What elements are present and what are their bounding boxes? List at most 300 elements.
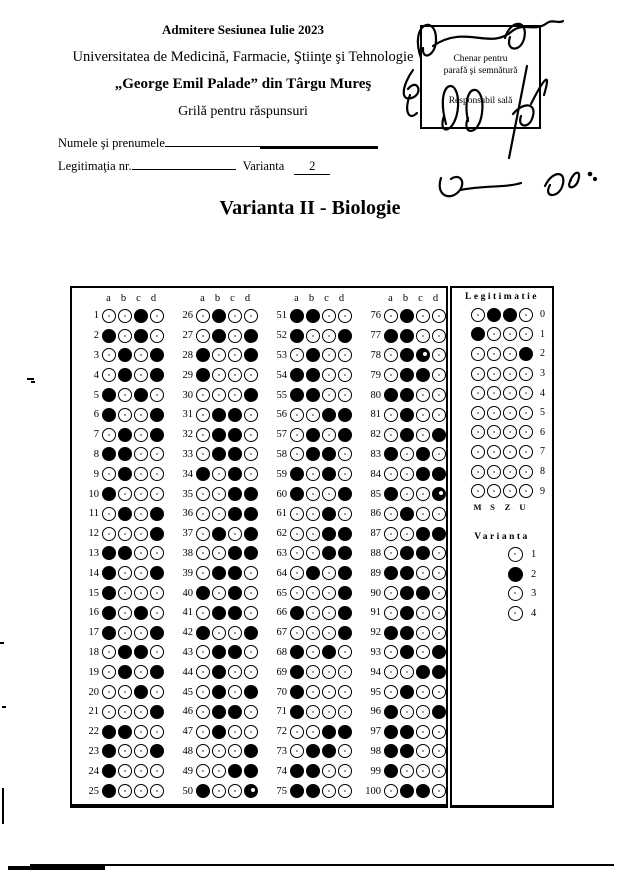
bubble-q35-c[interactable]: [228, 487, 242, 501]
bubble-q37-b[interactable]: [212, 527, 226, 541]
bubble-q65-c[interactable]: [322, 586, 336, 600]
bubble-q61-b[interactable]: [306, 507, 320, 521]
bubble-q84-d[interactable]: [432, 467, 446, 481]
bubble-q64-c[interactable]: [322, 566, 336, 580]
bubble-q66-d[interactable]: [338, 606, 352, 620]
bubble-q26-c[interactable]: [228, 309, 242, 323]
bubble-q22-b[interactable]: [118, 725, 132, 739]
bubble-q64-a[interactable]: [290, 566, 304, 580]
bubble-legit-Z-9[interactable]: [503, 484, 517, 498]
bubble-q44-c[interactable]: [228, 665, 242, 679]
bubble-q31-a[interactable]: [196, 408, 210, 422]
bubble-q44-a[interactable]: [196, 665, 210, 679]
bubble-q96-a[interactable]: [384, 705, 398, 719]
bubble-q16-a[interactable]: [102, 606, 116, 620]
bubble-q32-b[interactable]: [212, 428, 226, 442]
bubble-q9-c[interactable]: [134, 467, 148, 481]
bubble-q48-d[interactable]: [244, 744, 258, 758]
bubble-q41-b[interactable]: [212, 606, 226, 620]
bubble-q78-b[interactable]: [400, 348, 414, 362]
bubble-q39-d[interactable]: [244, 566, 258, 580]
bubble-q38-c[interactable]: [228, 546, 242, 560]
bubble-q84-c[interactable]: [416, 467, 430, 481]
bubble-q25-c[interactable]: [134, 784, 148, 798]
bubble-q58-b[interactable]: [306, 447, 320, 461]
bubble-q29-b[interactable]: [212, 368, 226, 382]
bubble-q89-c[interactable]: [416, 566, 430, 580]
bubble-q3-a[interactable]: [102, 348, 116, 362]
bubble-q55-b[interactable]: [306, 388, 320, 402]
bubble-q16-c[interactable]: [134, 606, 148, 620]
bubble-q17-c[interactable]: [134, 626, 148, 640]
bubble-q66-b[interactable]: [306, 606, 320, 620]
bubble-legit-M-5[interactable]: [471, 406, 485, 420]
bubble-q82-a[interactable]: [384, 428, 398, 442]
bubble-varianta-2[interactable]: [508, 567, 523, 582]
bubble-q25-d[interactable]: [150, 784, 164, 798]
bubble-q94-a[interactable]: [384, 665, 398, 679]
bubble-q92-c[interactable]: [416, 626, 430, 640]
bubble-q87-d[interactable]: [432, 527, 446, 541]
bubble-q14-d[interactable]: [150, 566, 164, 580]
bubble-q95-d[interactable]: [432, 685, 446, 699]
bubble-q5-d[interactable]: [150, 388, 164, 402]
bubble-q88-b[interactable]: [400, 546, 414, 560]
bubble-legit-S-7[interactable]: [487, 445, 501, 459]
bubble-q22-a[interactable]: [102, 725, 116, 739]
bubble-q22-d[interactable]: [150, 725, 164, 739]
bubble-q80-b[interactable]: [400, 388, 414, 402]
bubble-legit-U-5[interactable]: [519, 406, 533, 420]
bubble-q60-a[interactable]: [290, 487, 304, 501]
bubble-q28-b[interactable]: [212, 348, 226, 362]
bubble-q32-a[interactable]: [196, 428, 210, 442]
bubble-q21-c[interactable]: [134, 705, 148, 719]
bubble-q76-c[interactable]: [416, 309, 430, 323]
bubble-q42-c[interactable]: [228, 626, 242, 640]
bubble-q79-b[interactable]: [400, 368, 414, 382]
bubble-q21-a[interactable]: [102, 705, 116, 719]
bubble-legit-U-2[interactable]: [519, 347, 533, 361]
bubble-q35-d[interactable]: [244, 487, 258, 501]
bubble-q76-a[interactable]: [384, 309, 398, 323]
bubble-q50-c[interactable]: [228, 784, 242, 798]
bubble-q87-a[interactable]: [384, 527, 398, 541]
bubble-q80-a[interactable]: [384, 388, 398, 402]
bubble-q83-c[interactable]: [416, 447, 430, 461]
bubble-q79-d[interactable]: [432, 368, 446, 382]
bubble-q98-d[interactable]: [432, 744, 446, 758]
bubble-q49-d[interactable]: [244, 764, 258, 778]
bubble-q75-d[interactable]: [338, 784, 352, 798]
bubble-q24-b[interactable]: [118, 764, 132, 778]
bubble-legit-S-1[interactable]: [487, 327, 501, 341]
bubble-q61-c[interactable]: [322, 507, 336, 521]
bubble-q13-b[interactable]: [118, 546, 132, 560]
bubble-q64-b[interactable]: [306, 566, 320, 580]
bubble-q77-d[interactable]: [432, 329, 446, 343]
bubble-q9-a[interactable]: [102, 467, 116, 481]
bubble-q60-d[interactable]: [338, 487, 352, 501]
bubble-q89-a[interactable]: [384, 566, 398, 580]
bubble-q24-c[interactable]: [134, 764, 148, 778]
bubble-q69-b[interactable]: [306, 665, 320, 679]
bubble-legit-Z-8[interactable]: [503, 465, 517, 479]
bubble-q56-d[interactable]: [338, 408, 352, 422]
bubble-q36-a[interactable]: [196, 507, 210, 521]
bubble-q45-b[interactable]: [212, 685, 226, 699]
bubble-q10-a[interactable]: [102, 487, 116, 501]
bubble-q29-c[interactable]: [228, 368, 242, 382]
bubble-q98-c[interactable]: [416, 744, 430, 758]
bubble-q94-c[interactable]: [416, 665, 430, 679]
bubble-legit-Z-1[interactable]: [503, 327, 517, 341]
bubble-q68-c[interactable]: [322, 645, 336, 659]
bubble-q20-c[interactable]: [134, 685, 148, 699]
bubble-q27-b[interactable]: [212, 329, 226, 343]
bubble-q20-d[interactable]: [150, 685, 164, 699]
bubble-q17-a[interactable]: [102, 626, 116, 640]
bubble-q31-b[interactable]: [212, 408, 226, 422]
bubble-q48-a[interactable]: [196, 744, 210, 758]
bubble-q81-d[interactable]: [432, 408, 446, 422]
bubble-q53-c[interactable]: [322, 348, 336, 362]
bubble-q67-a[interactable]: [290, 626, 304, 640]
bubble-q64-d[interactable]: [338, 566, 352, 580]
bubble-q39-b[interactable]: [212, 566, 226, 580]
bubble-q19-b[interactable]: [118, 665, 132, 679]
bubble-q73-c[interactable]: [322, 744, 336, 758]
bubble-q77-c[interactable]: [416, 329, 430, 343]
bubble-q93-c[interactable]: [416, 645, 430, 659]
bubble-q63-b[interactable]: [306, 546, 320, 560]
bubble-q77-b[interactable]: [400, 329, 414, 343]
bubble-legit-S-8[interactable]: [487, 465, 501, 479]
bubble-q70-d[interactable]: [338, 685, 352, 699]
bubble-legit-S-4[interactable]: [487, 386, 501, 400]
bubble-varianta-1[interactable]: [508, 547, 523, 562]
bubble-q71-b[interactable]: [306, 705, 320, 719]
bubble-q18-c[interactable]: [134, 645, 148, 659]
bubble-q68-d[interactable]: [338, 645, 352, 659]
bubble-q93-b[interactable]: [400, 645, 414, 659]
bubble-q98-b[interactable]: [400, 744, 414, 758]
bubble-q27-d[interactable]: [244, 329, 258, 343]
bubble-q95-b[interactable]: [400, 685, 414, 699]
bubble-q38-d[interactable]: [244, 546, 258, 560]
bubble-q19-c[interactable]: [134, 665, 148, 679]
bubble-q45-c[interactable]: [228, 685, 242, 699]
bubble-q71-a[interactable]: [290, 705, 304, 719]
bubble-q11-b[interactable]: [118, 507, 132, 521]
bubble-q13-d[interactable]: [150, 546, 164, 560]
bubble-q73-a[interactable]: [290, 744, 304, 758]
bubble-q65-b[interactable]: [306, 586, 320, 600]
bubble-q43-d[interactable]: [244, 645, 258, 659]
bubble-q74-b[interactable]: [306, 764, 320, 778]
bubble-q23-b[interactable]: [118, 744, 132, 758]
bubble-q59-b[interactable]: [306, 467, 320, 481]
bubble-q14-b[interactable]: [118, 566, 132, 580]
bubble-q40-b[interactable]: [212, 586, 226, 600]
bubble-q6-b[interactable]: [118, 408, 132, 422]
bubble-q1-b[interactable]: [118, 309, 132, 323]
bubble-q77-a[interactable]: [384, 329, 398, 343]
bubble-q37-a[interactable]: [196, 527, 210, 541]
bubble-q58-c[interactable]: [322, 447, 336, 461]
bubble-q74-d[interactable]: [338, 764, 352, 778]
bubble-q53-a[interactable]: [290, 348, 304, 362]
bubble-q90-a[interactable]: [384, 586, 398, 600]
bubble-q15-d[interactable]: [150, 586, 164, 600]
bubble-q17-b[interactable]: [118, 626, 132, 640]
bubble-q42-d[interactable]: [244, 626, 258, 640]
bubble-q83-d[interactable]: [432, 447, 446, 461]
bubble-q34-c[interactable]: [228, 467, 242, 481]
bubble-q4-b[interactable]: [118, 368, 132, 382]
bubble-q47-d[interactable]: [244, 725, 258, 739]
bubble-q8-a[interactable]: [102, 447, 116, 461]
bubble-q55-a[interactable]: [290, 388, 304, 402]
bubble-q34-b[interactable]: [212, 467, 226, 481]
bubble-q9-b[interactable]: [118, 467, 132, 481]
bubble-q6-c[interactable]: [134, 408, 148, 422]
bubble-q60-c[interactable]: [322, 487, 336, 501]
bubble-q15-b[interactable]: [118, 586, 132, 600]
bubble-q46-d[interactable]: [244, 705, 258, 719]
bubble-q82-c[interactable]: [416, 428, 430, 442]
bubble-q70-b[interactable]: [306, 685, 320, 699]
bubble-q51-c[interactable]: [322, 309, 336, 323]
bubble-q57-c[interactable]: [322, 428, 336, 442]
bubble-q39-c[interactable]: [228, 566, 242, 580]
bubble-legit-Z-5[interactable]: [503, 406, 517, 420]
bubble-q33-b[interactable]: [212, 447, 226, 461]
bubble-q10-c[interactable]: [134, 487, 148, 501]
bubble-q93-a[interactable]: [384, 645, 398, 659]
bubble-q58-d[interactable]: [338, 447, 352, 461]
bubble-q66-a[interactable]: [290, 606, 304, 620]
bubble-q85-c[interactable]: [416, 487, 430, 501]
bubble-q47-a[interactable]: [196, 725, 210, 739]
bubble-q99-b[interactable]: [400, 764, 414, 778]
bubble-q52-b[interactable]: [306, 329, 320, 343]
bubble-q12-c[interactable]: [134, 527, 148, 541]
bubble-q5-c[interactable]: [134, 388, 148, 402]
bubble-q25-b[interactable]: [118, 784, 132, 798]
bubble-q100-c[interactable]: [416, 784, 430, 798]
bubble-q38-b[interactable]: [212, 546, 226, 560]
bubble-q97-a[interactable]: [384, 725, 398, 739]
bubble-q42-a[interactable]: [196, 626, 210, 640]
bubble-q65-d[interactable]: [338, 586, 352, 600]
bubble-q81-c[interactable]: [416, 408, 430, 422]
bubble-q50-b[interactable]: [212, 784, 226, 798]
bubble-q52-d[interactable]: [338, 329, 352, 343]
bubble-q2-d[interactable]: [150, 329, 164, 343]
bubble-q1-d[interactable]: [150, 309, 164, 323]
bubble-q36-c[interactable]: [228, 507, 242, 521]
bubble-legit-U-3[interactable]: [519, 367, 533, 381]
bubble-q35-a[interactable]: [196, 487, 210, 501]
bubble-q16-d[interactable]: [150, 606, 164, 620]
bubble-q3-b[interactable]: [118, 348, 132, 362]
bubble-q23-c[interactable]: [134, 744, 148, 758]
bubble-q97-b[interactable]: [400, 725, 414, 739]
bubble-legit-Z-2[interactable]: [503, 347, 517, 361]
bubble-q59-d[interactable]: [338, 467, 352, 481]
bubble-q90-b[interactable]: [400, 586, 414, 600]
bubble-q92-a[interactable]: [384, 626, 398, 640]
bubble-q56-b[interactable]: [306, 408, 320, 422]
bubble-q60-b[interactable]: [306, 487, 320, 501]
bubble-legit-Z-0[interactable]: [503, 308, 517, 322]
bubble-q88-c[interactable]: [416, 546, 430, 560]
bubble-q84-b[interactable]: [400, 467, 414, 481]
bubble-q22-c[interactable]: [134, 725, 148, 739]
bubble-legit-Z-3[interactable]: [503, 367, 517, 381]
bubble-q71-c[interactable]: [322, 705, 336, 719]
bubble-q10-d[interactable]: [150, 487, 164, 501]
bubble-q1-a[interactable]: [102, 309, 116, 323]
bubble-q62-d[interactable]: [338, 527, 352, 541]
bubble-q24-a[interactable]: [102, 764, 116, 778]
bubble-q91-a[interactable]: [384, 606, 398, 620]
bubble-q30-c[interactable]: [228, 388, 242, 402]
bubble-q12-b[interactable]: [118, 527, 132, 541]
bubble-q44-d[interactable]: [244, 665, 258, 679]
bubble-q90-c[interactable]: [416, 586, 430, 600]
bubble-q76-b[interactable]: [400, 309, 414, 323]
bubble-q85-a[interactable]: [384, 487, 398, 501]
bubble-q82-b[interactable]: [400, 428, 414, 442]
bubble-legit-S-5[interactable]: [487, 406, 501, 420]
bubble-q96-b[interactable]: [400, 705, 414, 719]
bubble-q16-b[interactable]: [118, 606, 132, 620]
bubble-q35-b[interactable]: [212, 487, 226, 501]
bubble-q11-d[interactable]: [150, 507, 164, 521]
bubble-q48-c[interactable]: [228, 744, 242, 758]
bubble-q66-c[interactable]: [322, 606, 336, 620]
bubble-q12-d[interactable]: [150, 527, 164, 541]
bubble-legit-U-7[interactable]: [519, 445, 533, 459]
bubble-q72-a[interactable]: [290, 725, 304, 739]
bubble-legit-M-2[interactable]: [471, 347, 485, 361]
bubble-q69-c[interactable]: [322, 665, 336, 679]
bubble-q91-c[interactable]: [416, 606, 430, 620]
bubble-q40-a[interactable]: [196, 586, 210, 600]
bubble-q57-d[interactable]: [338, 428, 352, 442]
bubble-q11-c[interactable]: [134, 507, 148, 521]
bubble-q58-a[interactable]: [290, 447, 304, 461]
bubble-q48-b[interactable]: [212, 744, 226, 758]
bubble-q23-d[interactable]: [150, 744, 164, 758]
bubble-q4-a[interactable]: [102, 368, 116, 382]
bubble-q40-d[interactable]: [244, 586, 258, 600]
bubble-q15-a[interactable]: [102, 586, 116, 600]
bubble-q80-d[interactable]: [432, 388, 446, 402]
bubble-q96-d[interactable]: [432, 705, 446, 719]
bubble-q99-d[interactable]: [432, 764, 446, 778]
bubble-q7-c[interactable]: [134, 428, 148, 442]
bubble-q5-a[interactable]: [102, 388, 116, 402]
bubble-q69-a[interactable]: [290, 665, 304, 679]
bubble-q18-d[interactable]: [150, 645, 164, 659]
bubble-q50-a[interactable]: [196, 784, 210, 798]
bubble-q43-a[interactable]: [196, 645, 210, 659]
bubble-q98-a[interactable]: [384, 744, 398, 758]
bubble-q83-b[interactable]: [400, 447, 414, 461]
bubble-q72-b[interactable]: [306, 725, 320, 739]
bubble-legit-Z-4[interactable]: [503, 386, 517, 400]
bubble-q93-d[interactable]: [432, 645, 446, 659]
bubble-q15-c[interactable]: [134, 586, 148, 600]
bubble-q53-d[interactable]: [338, 348, 352, 362]
bubble-q32-d[interactable]: [244, 428, 258, 442]
bubble-q99-c[interactable]: [416, 764, 430, 778]
bubble-q32-c[interactable]: [228, 428, 242, 442]
bubble-q83-a[interactable]: [384, 447, 398, 461]
bubble-q41-a[interactable]: [196, 606, 210, 620]
bubble-q57-b[interactable]: [306, 428, 320, 442]
bubble-q75-a[interactable]: [290, 784, 304, 798]
bubble-q39-a[interactable]: [196, 566, 210, 580]
bubble-q40-c[interactable]: [228, 586, 242, 600]
bubble-q86-a[interactable]: [384, 507, 398, 521]
bubble-q75-c[interactable]: [322, 784, 336, 798]
bubble-q46-a[interactable]: [196, 705, 210, 719]
bubble-q88-a[interactable]: [384, 546, 398, 560]
bubble-q71-d[interactable]: [338, 705, 352, 719]
bubble-q9-d[interactable]: [150, 467, 164, 481]
bubble-q27-a[interactable]: [196, 329, 210, 343]
bubble-q41-d[interactable]: [244, 606, 258, 620]
bubble-q56-a[interactable]: [290, 408, 304, 422]
bubble-q95-c[interactable]: [416, 685, 430, 699]
bubble-q79-c[interactable]: [416, 368, 430, 382]
bubble-q100-a[interactable]: [384, 784, 398, 798]
bubble-q86-d[interactable]: [432, 507, 446, 521]
bubble-q57-a[interactable]: [290, 428, 304, 442]
bubble-q7-b[interactable]: [118, 428, 132, 442]
bubble-q94-d[interactable]: [432, 665, 446, 679]
bubble-q55-c[interactable]: [322, 388, 336, 402]
bubble-q44-b[interactable]: [212, 665, 226, 679]
bubble-q21-b[interactable]: [118, 705, 132, 719]
bubble-legit-S-6[interactable]: [487, 425, 501, 439]
bubble-legit-S-3[interactable]: [487, 367, 501, 381]
bubble-q92-d[interactable]: [432, 626, 446, 640]
bubble-q62-b[interactable]: [306, 527, 320, 541]
bubble-q36-d[interactable]: [244, 507, 258, 521]
bubble-q1-c[interactable]: [134, 309, 148, 323]
bubble-q29-a[interactable]: [196, 368, 210, 382]
bubble-q89-b[interactable]: [400, 566, 414, 580]
bubble-q68-a[interactable]: [290, 645, 304, 659]
bubble-q8-c[interactable]: [134, 447, 148, 461]
bubble-q100-b[interactable]: [400, 784, 414, 798]
bubble-q50-d[interactable]: [244, 784, 258, 798]
bubble-q5-b[interactable]: [118, 388, 132, 402]
bubble-legit-U-6[interactable]: [519, 425, 533, 439]
bubble-q56-c[interactable]: [322, 408, 336, 422]
bubble-q68-b[interactable]: [306, 645, 320, 659]
bubble-q63-a[interactable]: [290, 546, 304, 560]
bubble-q46-c[interactable]: [228, 705, 242, 719]
bubble-q45-a[interactable]: [196, 685, 210, 699]
bubble-q81-b[interactable]: [400, 408, 414, 422]
bubble-q54-d[interactable]: [338, 368, 352, 382]
